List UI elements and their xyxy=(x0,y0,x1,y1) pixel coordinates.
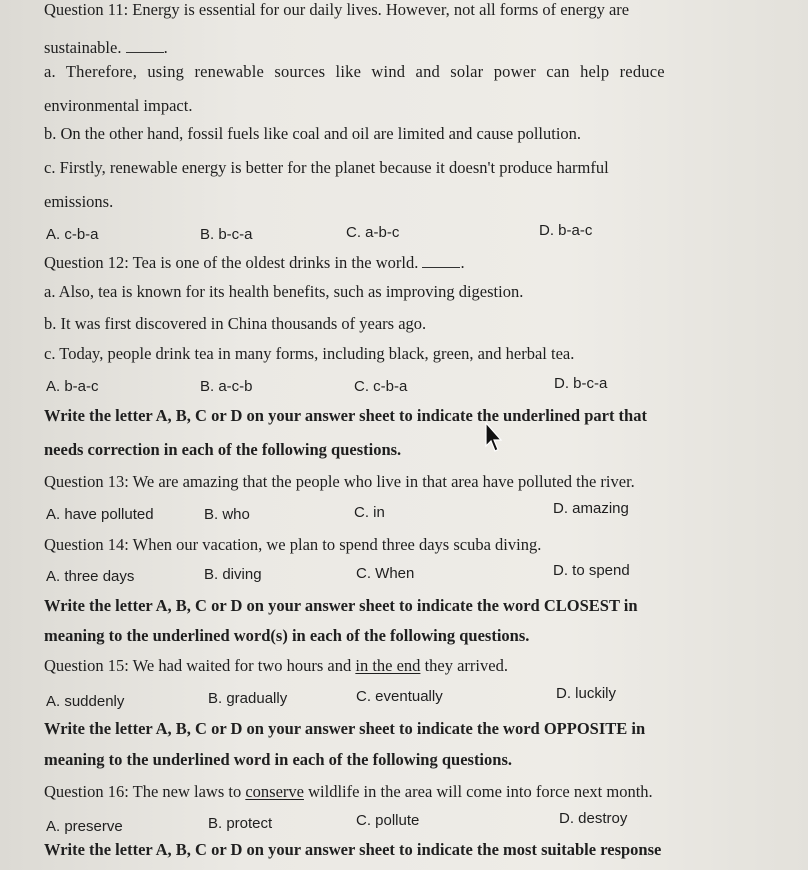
instruction-correction-line1: Write the letter A, B, C or D on your answer sheet to indicate the underlined part that xyxy=(44,406,647,425)
q12-answer-d[interactable]: D. b-c-a xyxy=(554,375,608,392)
q12-answer-b[interactable]: B. a-c-b xyxy=(200,378,253,395)
q14-answer-d[interactable]: D. to spend xyxy=(553,562,630,579)
q12-stem: Question 12: Tea is one of the oldest drinks in the world. . xyxy=(44,253,465,272)
instruction-closest-line1: Write the letter A, B, C or D on your answer sheet to indicate the word CLOSEST in xyxy=(44,596,638,615)
q15-answer-b[interactable]: B. gradually xyxy=(208,690,288,707)
q15-stem: Question 15: We had waited for two hours and in the end they arrived. xyxy=(44,656,508,675)
q16-stem: Question 16: The new laws to conserve wildlife in the area will come into force next month. xyxy=(44,782,653,801)
q11-answer-a[interactable]: A. c-b-a xyxy=(46,226,99,243)
q13-answer-d[interactable]: D. amazing xyxy=(553,500,629,517)
q11-option-a-line2: environmental impact. xyxy=(44,96,193,115)
underlined-word: conserve xyxy=(245,782,304,801)
q14-answer-a[interactable]: A. three days xyxy=(46,568,135,585)
q16-answer-c[interactable]: C. pollute xyxy=(356,812,420,829)
q12-option-b: b. It was first discovered in China thousands of years ago. xyxy=(44,314,427,333)
q14-stem: Question 14: When our vacation, we plan to spend three days scuba diving. xyxy=(44,535,542,554)
underlined-phrase: in the end xyxy=(355,656,421,675)
q11-stem-line2: sustainable. . xyxy=(44,38,168,57)
q11-answer-b[interactable]: B. b-c-a xyxy=(200,226,253,243)
q12-option-a: a. Also, tea is known for its health benefits, such as improving digestion. xyxy=(44,282,524,301)
q16-answer-d[interactable]: D. destroy xyxy=(559,810,628,827)
q13-answer-b[interactable]: B. who xyxy=(204,506,250,523)
answer-blank xyxy=(126,40,164,53)
q12-answer-c[interactable]: C. c-b-a xyxy=(354,378,408,395)
q11-stem-line1: Question 11: Energy is essential for our daily lives. However, not all forms of energy are xyxy=(44,0,630,19)
q13-stem: Question 13: We are amazing that the people who live in that area have polluted the river. xyxy=(44,472,635,491)
q12-option-c: c. Today, people drink tea in many forms, including black, green, and herbal tea. xyxy=(44,344,575,363)
instruction-opposite-line1: Write the letter A, B, C or D on your answer sheet to indicate the word OPPOSITE in xyxy=(44,719,646,738)
q16-answer-b[interactable]: B. protect xyxy=(208,815,273,832)
q15-answer-c[interactable]: C. eventually xyxy=(356,688,443,705)
answer-blank xyxy=(422,255,460,268)
q13-answer-c[interactable]: C. in xyxy=(354,504,385,521)
instruction-opposite-line2: meaning to the underlined word in each of the following questions. xyxy=(44,750,512,769)
instruction-response-line1: Write the letter A, B, C or D on your answer sheet to indicate the most suitable response xyxy=(44,840,662,859)
mouse-pointer-icon xyxy=(484,422,502,452)
q11-option-b: b. On the other hand, fossil fuels like coal and oil are limited and cause pollution. xyxy=(44,124,582,143)
q11-option-c-line1: c. Firstly, renewable energy is better for the planet because it doesn't produce harmful xyxy=(44,158,609,177)
q14-answer-b[interactable]: B. diving xyxy=(204,566,262,583)
q11-answer-c[interactable]: C. a-b-c xyxy=(346,224,400,241)
q11-option-c-line2: emissions. xyxy=(44,192,114,211)
instruction-correction-line2: needs correction in each of the following questions. xyxy=(44,440,402,459)
q11-option-a-line1: a. Therefore, using renewable sources like wind and solar power can help reduce xyxy=(44,62,665,81)
q15-answer-a[interactable]: A. suddenly xyxy=(46,693,125,710)
q16-answer-a[interactable]: A. preserve xyxy=(46,818,123,835)
q11-answer-d[interactable]: D. b-a-c xyxy=(539,222,593,239)
q13-answer-a[interactable]: A. have polluted xyxy=(46,506,154,523)
q12-answer-a[interactable]: A. b-a-c xyxy=(46,378,99,395)
instruction-closest-line2: meaning to the underlined word(s) in each of the following questions. xyxy=(44,626,530,645)
q14-answer-c[interactable]: C. When xyxy=(356,565,415,582)
q15-answer-d[interactable]: D. luckily xyxy=(556,685,617,702)
